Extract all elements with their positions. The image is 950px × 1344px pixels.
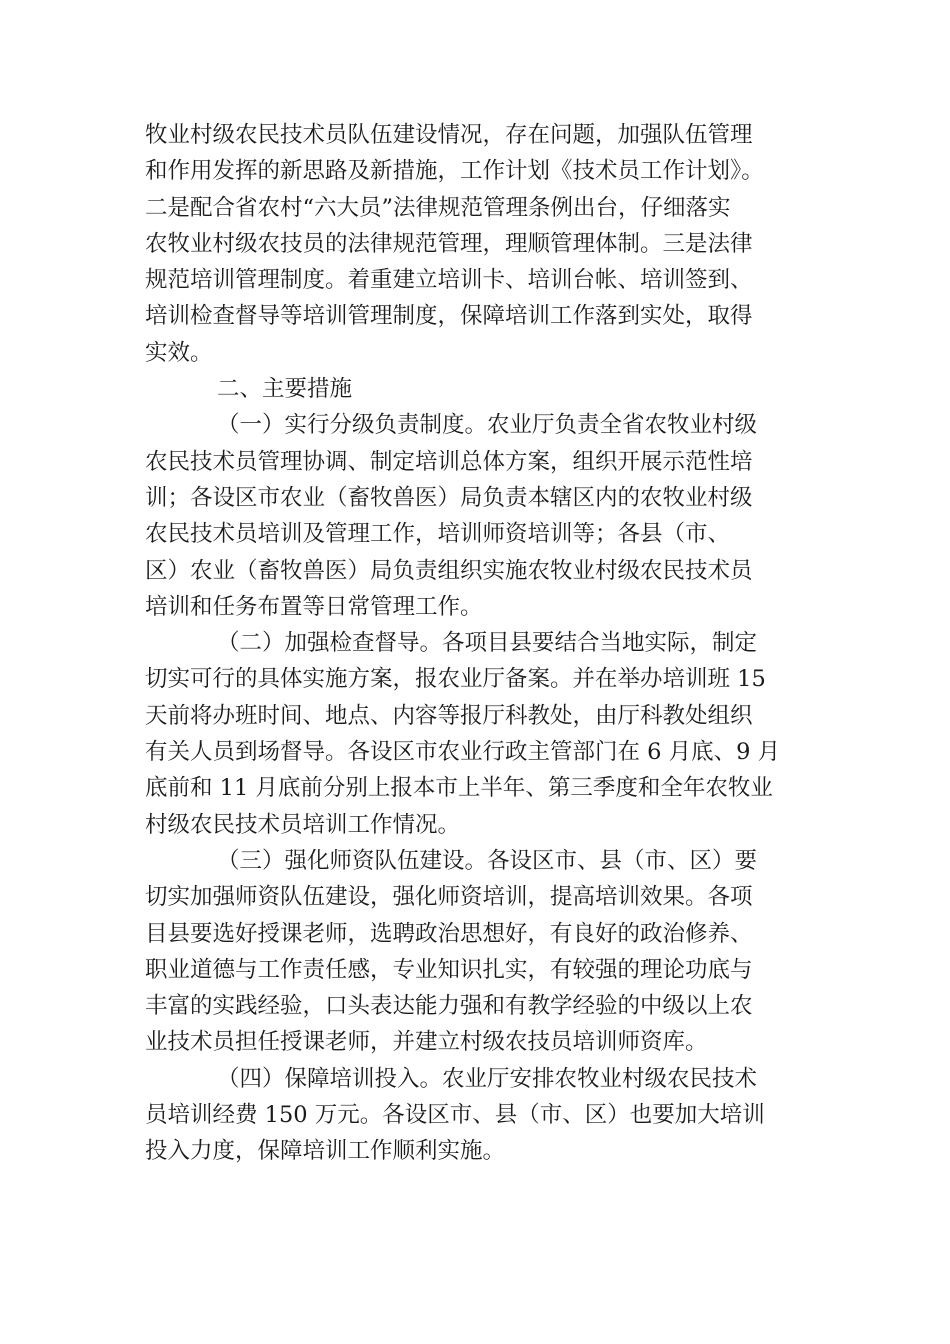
paragraph-start: （三）强化师资队伍建设。各设区市、县（市、区）要 [217, 847, 758, 874]
text-line: 职业道德与工作责任感，专业知识扎实，有较强的理论功底与 [145, 956, 753, 983]
text-line: 员培训经费 150 万元。各设区市、县（市、区）也要加大培训 [145, 1102, 765, 1129]
text-line: 农牧业村级农技员的法律规范管理，理顺管理体制。三是法律 [145, 230, 753, 257]
text-line: 有关人员到场督导。各设区市农业行政主管部门在 6 月底、9 月 [145, 739, 781, 766]
section-heading: 二、主要措施 [217, 376, 353, 403]
text-line: 和作用发挥的新思路及新措施，工作计划《技术员工作计划》。 [145, 158, 764, 185]
text-line: 天前将办班时间、地点、内容等报厅科教处，由厅科教处组织 [145, 702, 753, 729]
text-line: 牧业村级农民技术员队伍建设情况，存在问题，加强队伍管理 [145, 122, 753, 148]
text-line: 培训和任务布置等日常管理工作。 [145, 593, 483, 620]
text-line: 切实加强师资队伍建设，强化师资培训，提高培训效果。各项 [145, 884, 753, 911]
text-line: 农民技术员培训及管理工作，培训师资培训等；各县（市、 [145, 521, 731, 548]
paragraph-start: （一）实行分级负责制度。农业厅负责全省农牧业村级 [217, 412, 758, 439]
text-line: 村级农民技术员培训工作情况。 [145, 811, 461, 838]
paragraph-start: （四）保障培训投入。农业厅安排农牧业村级农民技术 [217, 1065, 758, 1092]
text-line: 区）农业（畜牧兽医）局负责组织实施农牧业村级农民技术员 [145, 557, 753, 584]
paragraph-start: （二）加强检查督导。各项目县要结合当地实际，制定 [217, 630, 758, 657]
text-line: 培训检查督导等培训管理制度，保障培训工作落到实处，取得 [145, 303, 753, 330]
text-line: 二是配合省农村“六大员”法律规范管理条例出台，仔细落实 [145, 194, 731, 221]
text-line: 切实可行的具体实施方案，报农业厅备案。并在举办培训班 15 [145, 666, 766, 693]
text-line: 农民技术员管理协调、制定培训总体方案，组织开展示范性培 [145, 448, 753, 475]
text-line: 目县要选好授课老师，选聘政治思想好，有良好的政治修养、 [145, 920, 753, 947]
text-line: 丰富的实践经验，口头表达能力强和有教学经验的中级以上农 [145, 993, 753, 1020]
text-line: 规范培训管理制度。着重建立培训卡、培训台帐、培训签到、 [145, 267, 753, 294]
document-body [145, 117, 810, 1170]
text-line: 投入力度，保障培训工作顺利实施。 [145, 1138, 506, 1165]
text-line: 实效。 [145, 339, 213, 366]
text-line: 底前和 11 月底前分别上报本市上半年、第三季度和全年农牧业 [145, 775, 773, 802]
text-line: 训；各设区市农业（畜牧兽医）局负责本辖区内的农牧业村级 [145, 484, 753, 511]
text-line: 业技术员担任授课老师，并建立村级农技员培训师资库。 [145, 1029, 708, 1056]
